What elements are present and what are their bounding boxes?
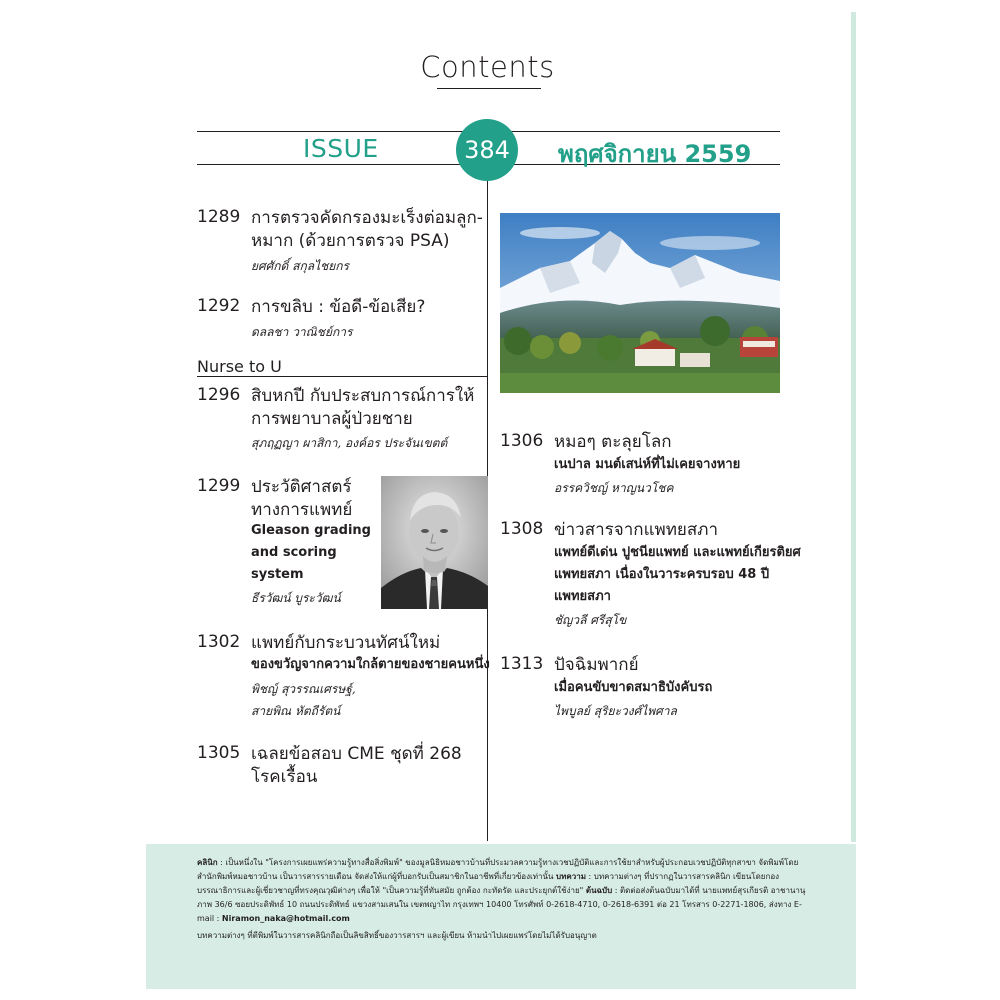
page-number: 1289: [197, 207, 241, 227]
entry-subtitle: Gleason grading and scoring system: [251, 523, 371, 582]
entry-title: การขลิบ : ข้อดี-ข้อเสีย?: [251, 297, 426, 317]
page-number: 1299: [197, 476, 241, 496]
entry-title: หมอๆ ตะลุยโลก: [554, 432, 672, 452]
section-heading: Nurse to U: [197, 357, 282, 376]
entry-author: ธีรวัฒน์ บูระวัฒน์: [251, 591, 341, 605]
issue-number-badge: 384: [456, 119, 518, 181]
page-number: 1296: [197, 385, 241, 405]
footer-copyright: บทความต่างๆ ที่ตีพิมพ์ในวารสารคลินิกถือเป็นลิขสิทธิ์ของวารสารฯ และผู้เขียน ห้ามนำไปเผยแพร่โดยไม่ได้รับอนุญาต: [197, 931, 597, 940]
page-number: 1302: [197, 632, 241, 652]
entry-author: อรรควิชญ์ หาญนวโชค: [554, 481, 674, 495]
section-rule: [197, 376, 488, 377]
entry-title: ข่าวสารจากแพทยสภา: [554, 520, 719, 540]
page-number: 1306: [500, 431, 544, 451]
entry-title: เฉลยข้อสอบ CME ชุดที่ 268 โรคเรื้อน: [251, 744, 462, 787]
entry-title: การตรวจคัดกรองมะเร็งต่อมลูก- หมาก (ด้วยการตรวจ PSA): [251, 208, 483, 251]
entry-title: ประวัติศาสตร์ ทางการแพทย์: [251, 477, 353, 520]
entry-subtitle: เมื่อคนขับขาดสมาธิบังคับรถ: [554, 680, 713, 695]
page-number: 1313: [500, 654, 544, 674]
entry-title: สิบหกปี กับประสบการณ์การให้ การพยาบาลผู้ป่วยชาย: [251, 386, 475, 429]
entry-title: ปัจฉิมพากย์: [554, 655, 639, 675]
title-underline: [437, 88, 541, 89]
entry-author: ยศศักดิ์ สกุลไชยกร: [251, 259, 350, 273]
page-title: Contents: [420, 50, 555, 84]
entry-author: ชัญวลี ศรีสุโข: [554, 613, 627, 627]
portrait-photo: [381, 476, 488, 609]
page-number: 1308: [500, 519, 544, 539]
mountain-landscape-photo: [500, 213, 780, 393]
entry-title: แพทย์กับกระบวนทัศน์ใหม่: [251, 633, 441, 653]
entry-author: ไพบูลย์ สุริยะวงศ์ไพศาล: [554, 704, 677, 718]
entry-subtitle: ของขวัญจากความใกล้ตายของชายคนหนึ่ง: [251, 657, 490, 672]
page-number: 1292: [197, 296, 241, 316]
footer-publication-info: คลินิก : เป็นหนึ่งใน "โครงการเผยแพร่ความรู้ทางสื่อสิ่งพิมพ์" ของมูลนิธิหมอชาวบ้านที่ประมวลความรู้ทางเวชปฏิบัติและการใช้ยาสำหรับผู้ประกอบเวชปฏิบัติทุกสาขา จัดพิมพ์โดยสำนักพิมพ์หมอชาวบ้าน เป็นวารสารรายเดือน จัดส่งให้แก่ผู้ที่บอกรับเป็นสมาชิกในอาชีพที่เกี่ยวข้องเท่านั้น บทความ : บทความต่างๆ ที่ปรากฏในวารสารคลินิก เขียนโดยกองบรรณาธิการและผู้เชี่ยวชาญที่ทรงคุณวุฒิต่างๆ เพื่อให้ "เป็นความรู้ที่ทันสมัย ถูกต้อง กะทัดรัด และประยุกต์ใช้ง่าย" ต้นฉบับ : ติดต่อส่งต้นฉบับมาได้ที่ นายแพทย์สุรเกียรติ อาชานานุภาพ 36/6 ซอยประดิพัทธ์ 10 ถนนประดิพัทธ์ แขวงสามเสนใน เขตพญาไท กรุงเทพฯ 10400 โทรศัพท์ 0-2618-4710, 0-2618-6391 ต่อ 21 โทรสาร 0-2271-1806, ส่งทาง E-mail : Niramon_naka@hotmail.com: [197, 858, 806, 923]
entry-subtitle: เนปาล มนต์เสน่ห์ที่ไม่เคยจางหาย: [554, 457, 741, 472]
issue-date: พฤศจิกายน 2559: [558, 140, 752, 168]
entry-author: ดลลชา วาณิชย์การ: [251, 325, 353, 339]
entry-author: พิชญ์ สุวรรณเศรษฐ์, สายพิณ หัตถีรัตน์: [251, 682, 356, 718]
entry-author: สุภฤฏญา ผาสิกา, องค์อร ประจันเขตต์: [251, 436, 448, 450]
side-accent-strip: [851, 12, 856, 842]
page-number: 1305: [197, 743, 241, 763]
contact-email[interactable]: Niramon_naka@hotmail.com: [221, 914, 350, 923]
entry-subtitle: แพทย์ดีเด่น ปูชนียแพทย์ และแพทย์เกียรติยศ แพทยสภา เนื่องในวาระครบรอบ 48 ปี แพทยสภา: [554, 545, 801, 604]
issue-label: ISSUE: [303, 134, 379, 163]
